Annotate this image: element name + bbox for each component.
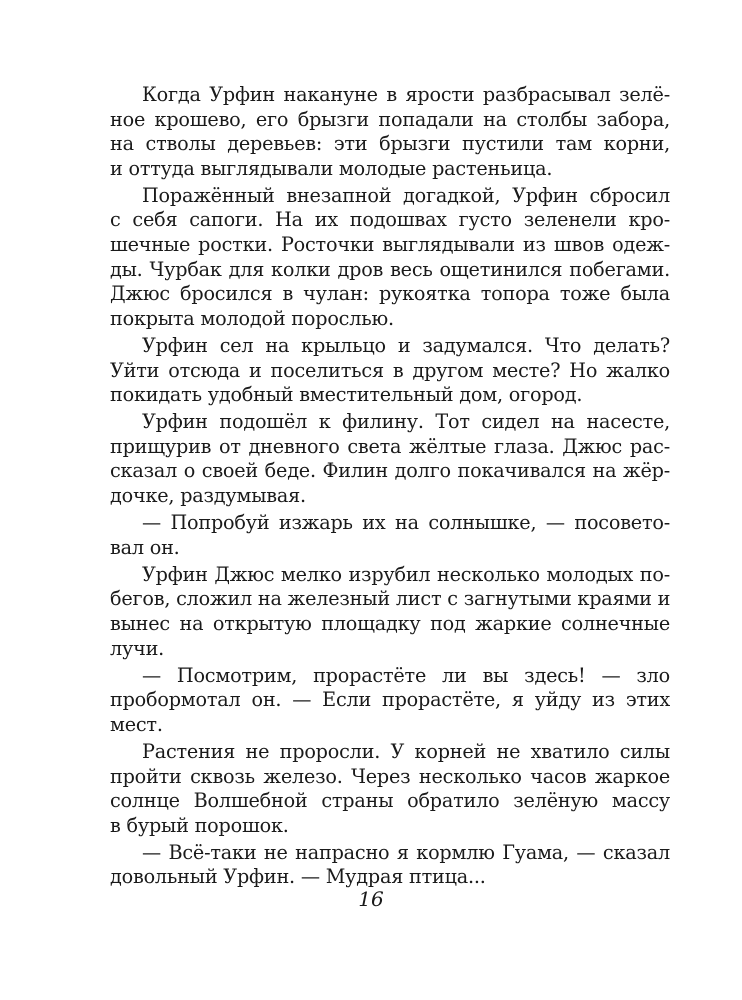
text-line: Урфин Джюс мелко изрубил несколько молодых по- xyxy=(142,562,670,586)
page-body xyxy=(110,83,670,893)
text-line: сказал о своей беде. Филин долго покачивался на жёр- xyxy=(110,459,670,483)
paragraph-6 xyxy=(110,563,670,661)
text-line: на стволы деревьев: эти брызги пустили там корни, xyxy=(110,132,670,156)
paragraph-5 xyxy=(110,511,670,560)
page-number: 16 xyxy=(358,887,384,911)
text-line: и оттуда выглядывали молодые растеньица. xyxy=(110,156,553,180)
text-line: ды. Чурбак для колки дров весь ощетинился побегами. xyxy=(110,257,670,281)
text-line: в бурый порошок. xyxy=(110,813,289,837)
text-line: покидать удобный вместительный дом, огород. xyxy=(110,383,583,407)
text-line: прищурив от дневного света жёлтые глаза. Джюс рас- xyxy=(110,434,670,458)
paragraph-8 xyxy=(110,740,670,838)
text-line: Уйти отсюда и поселиться в другом месте? Но жалко xyxy=(110,358,670,382)
text-line: ное крошево, его брызги попадали на столбы забора, xyxy=(110,107,670,131)
text-line: — Всё-таки не напрасно я кормлю Гуама, — сказал xyxy=(142,840,670,864)
paragraph-9 xyxy=(110,841,670,890)
text-line: бегов, сложил на железный лист с загнутыми краями и xyxy=(110,587,671,611)
text-line: довольный Урфин. — Мудрая птица... xyxy=(110,865,486,889)
text-line: с себя сапоги. На их подошвах густо зеленели кро- xyxy=(110,208,670,232)
text-line: пройти сквозь железо. Через несколько часов жаркое xyxy=(110,764,670,788)
text-line: Джюс бросился в чулан: рукоятка топора тоже была xyxy=(110,282,670,306)
text-line: пробормотал он. — Если прорастёте, я уйду из этих xyxy=(110,688,670,712)
text-line: вал он. xyxy=(110,535,180,559)
text-line: лучи. xyxy=(110,636,165,660)
text-line: Когда Урфин накануне в ярости разбрасывал зелё- xyxy=(142,83,670,106)
text-line: Поражённый внезапной догадкой, Урфин сбросил xyxy=(142,183,670,207)
text-line: мест. xyxy=(110,712,163,736)
text-line: шечные ростки. Росточки выглядывали из швов одеж- xyxy=(110,233,670,257)
text-line: Урфин подошёл к филину. Тот сидел на насесте, xyxy=(142,410,670,434)
paragraph-1 xyxy=(110,83,670,181)
text-line: — Попробуй изжарь их на солнышке, — посовето- xyxy=(142,511,670,535)
text-line: дочке, раздумывая. xyxy=(110,484,306,507)
paragraph-2 xyxy=(110,184,670,332)
text-line: покрыта молодой порослью. xyxy=(110,306,394,330)
paragraph-7 xyxy=(110,664,670,738)
paragraph-4 xyxy=(110,410,670,508)
text-line: — Посмотрим, прорастёте ли вы здесь! — зло xyxy=(142,663,670,687)
text-line: вынес на открытую площадку под жаркие солнечные xyxy=(110,611,670,635)
paragraph-3 xyxy=(110,334,670,408)
text-line: Растения не проросли. У корней не хватило силы xyxy=(142,739,670,763)
text-line: солнце Волшебной страны обратило зелёную массу xyxy=(110,789,670,813)
text-line: Урфин сел на крыльцо и задумался. Что делать? xyxy=(142,333,670,357)
